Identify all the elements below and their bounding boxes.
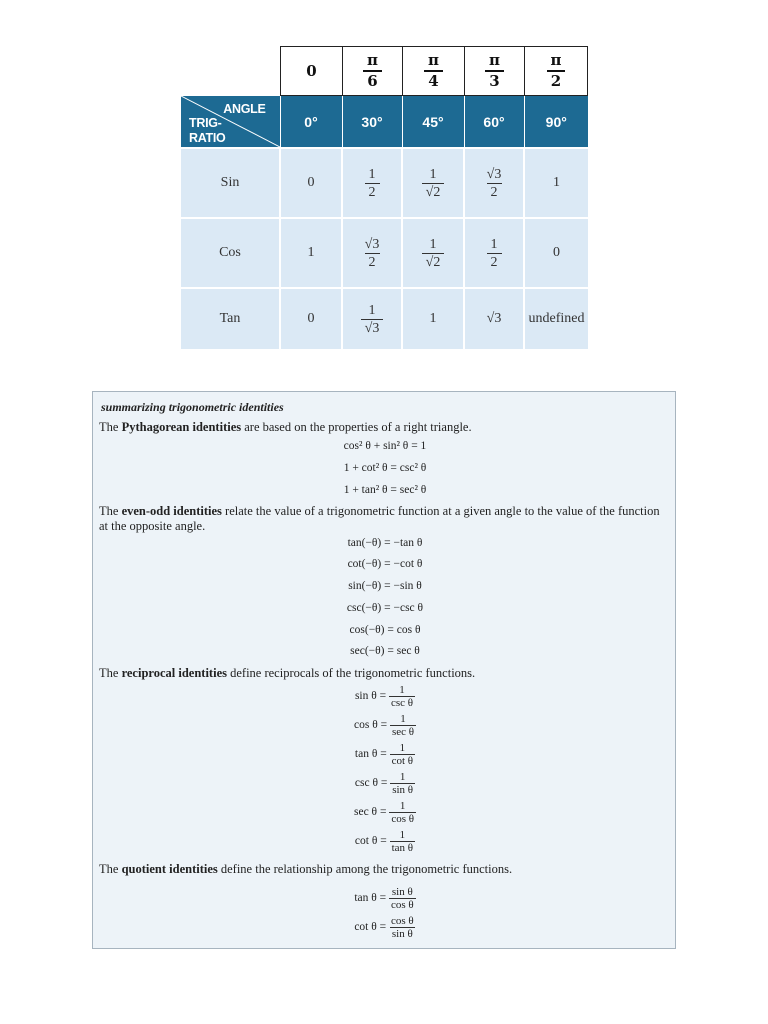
trig-ratio-table xyxy=(181,96,588,349)
pythagorean-identity-3: 1 + tan² θ = sec² θ xyxy=(343,484,427,496)
radian-cell-pi-4: $\frac{\pi}{4}$ xyxy=(402,46,464,96)
reciprocal-identity-2: cos θ = 1 sec θ xyxy=(353,713,415,738)
tan-90: undefined xyxy=(524,288,588,349)
reciprocal-identity-3: tan θ = $\frac{1}{\text{cot θ}}$ xyxy=(354,742,414,767)
sin-0: 0 xyxy=(280,148,342,218)
tan-45: 1 xyxy=(402,288,464,349)
pythagorean-intro: The Pythagorean identities are based on the properties of a right triangle. xyxy=(99,420,472,434)
quotient-identity-2: cot θ = $\frac{\text{cos θ}}{\text{sin θ}}$ xyxy=(354,915,414,940)
sin-90: 1 xyxy=(524,148,588,218)
angle-30: 30° xyxy=(342,96,402,148)
angle-45: 45° xyxy=(402,96,464,148)
even-odd-identity-6: sec(−θ) = sec θ xyxy=(350,645,420,657)
even-odd-identity-4: csc(−θ) = −csc θ xyxy=(346,602,424,614)
corner-header-cell xyxy=(181,96,280,148)
radian-cell-pi-2: $\frac{\pi}{2}$ xyxy=(524,46,588,96)
pythagorean-identity-1: cos² θ + sin² θ = 1 xyxy=(343,440,427,452)
angle-0: 0° xyxy=(280,96,342,148)
degree-header-row xyxy=(181,96,588,148)
reciprocal-intro: The reciprocal identities define reciprocals of the trigonometric functions. xyxy=(99,666,476,680)
even-odd-identity-1: tan(−θ) = −tan θ xyxy=(347,537,423,549)
angle-label: ANGLE xyxy=(223,102,266,116)
reciprocal-identity-1: sin θ = 1 csc θ xyxy=(354,684,414,709)
radian-cell-pi-3: $\frac{\pi}{3}$ xyxy=(464,46,524,96)
reciprocal-identity-6: cot θ = $\frac{1}{\text{tan θ}}$ xyxy=(354,829,414,854)
table-row-tan xyxy=(181,288,588,349)
cos-90: 0 xyxy=(524,218,588,288)
cos-30: $\frac{√3}{2}$ xyxy=(342,218,402,288)
reciprocal-identity-5: sec θ = $\frac{1}{\text{cos θ}}$ xyxy=(354,800,414,825)
even-odd-intro: The even-odd identities relate the value of a trigonometric function at a given angle to the value of the function at the opposite angle. xyxy=(99,504,660,533)
even-odd-identity-2: cot(−θ) = −cot θ xyxy=(347,558,423,570)
angle-90: 90° xyxy=(524,96,588,148)
cos-45: $\frac{1}{√2}$ xyxy=(402,218,464,288)
identities-heading: summarizing trigonometric identities xyxy=(101,400,284,414)
trig-ratio-label: TRIG- RATIO xyxy=(189,116,226,145)
sin-60: $\frac{√3}{2}$ xyxy=(464,148,524,218)
quotient-intro: The quotient identities define the relationship among the trigonometric functions. xyxy=(99,862,513,876)
sin-45: $\frac{1}{√2}$ xyxy=(402,148,464,218)
table-row-cos xyxy=(181,218,588,288)
sin-30: $\frac{1}{2}$ xyxy=(342,148,402,218)
pythagorean-identity-2: 1 + cot² θ = csc² θ xyxy=(343,462,427,474)
row-label: Sin xyxy=(181,148,280,218)
radian-cell-0: 0 xyxy=(280,46,342,96)
cos-0: 1 xyxy=(280,218,342,288)
tan-60: √3 xyxy=(464,288,524,349)
cos-60: $\frac{1}{2}$ xyxy=(464,218,524,288)
row-label: Cos xyxy=(181,218,280,288)
table-row-sin xyxy=(181,148,588,218)
radian-cell-pi-6: $\frac{\pi}{6}$ xyxy=(342,46,402,96)
angle-60: 60° xyxy=(464,96,524,148)
row-label: Tan xyxy=(181,288,280,349)
even-odd-identity-3: sin(−θ) = −sin θ xyxy=(348,580,422,592)
radian-header-row xyxy=(280,46,588,96)
reciprocal-identity-4: csc θ = $\frac{1}{\text{sin θ}}$ xyxy=(354,771,414,796)
identities-summary-box xyxy=(92,391,676,949)
even-odd-identity-5: cos(−θ) = cos θ xyxy=(349,624,421,636)
tan-30: $\frac{1}{√3}$ xyxy=(342,288,402,349)
tan-0: 0 xyxy=(280,288,342,349)
quotient-identity-1: tan θ = $\frac{\text{sin θ}}{\text{cos θ}}$ xyxy=(354,886,414,911)
